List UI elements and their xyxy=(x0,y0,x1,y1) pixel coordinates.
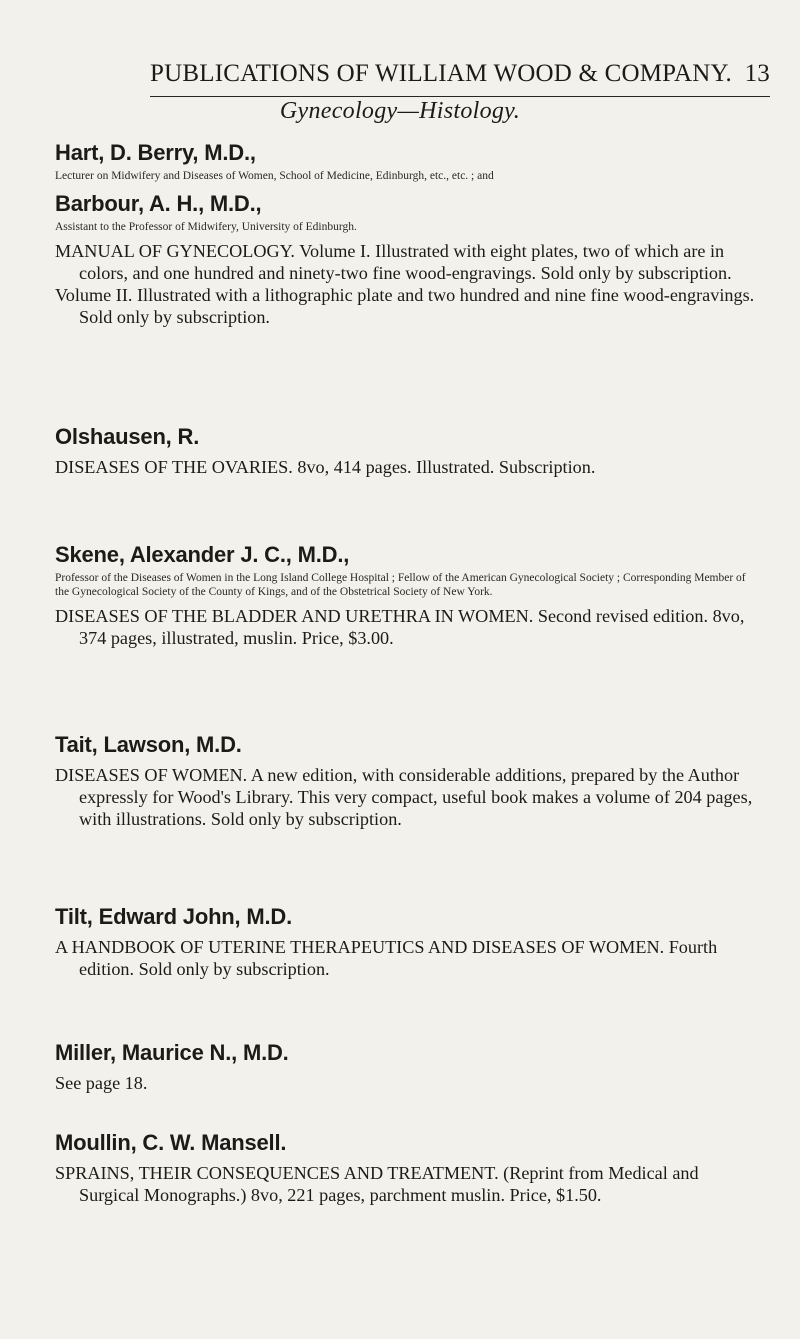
book-description: Volume II. Illustrated with a lithographic plate and two hundred and nine fine wood-engravings. Sold only by subscription. xyxy=(55,285,755,327)
author-name: Barbour, A. H., M.D., xyxy=(55,191,262,216)
catalog-entry xyxy=(55,1040,755,1094)
catalog-entry xyxy=(55,904,755,980)
author-name: Hart, D. Berry, M.D., xyxy=(55,140,256,165)
page-number: 13 xyxy=(744,60,770,87)
author-name: Skene, Alexander J. C., M.D., xyxy=(55,542,350,567)
author-credentials: Assistant to the Professor of Midwifery, University of Edinburgh. xyxy=(55,221,357,233)
header-title: PUBLICATIONS OF WILLIAM WOOD & COMPANY. xyxy=(150,60,732,87)
author-name: Moullin, C. W. Mansell. xyxy=(55,1130,287,1155)
author-name: Tilt, Edward John, M.D. xyxy=(55,904,293,929)
catalog-entry xyxy=(55,542,755,649)
book-description: DISEASES OF THE BLADDER AND URETHRA IN WOMEN. Second revised edition. 8vo, 374 pages, illustrated, muslin. Price, $3.00. xyxy=(55,606,745,648)
book-description: MANUAL OF GYNECOLOGY. Volume I. Illustrated with eight plates, two of which are in colors, and one hundred and ninety-two fine wood-engravings. Sold only by subscription. xyxy=(55,241,732,283)
author-credentials: Professor of the Diseases of Women in the Long Island College Hospital ; Fellow of the American Gynecological Society ; Corresponding Member of the Gynecological Society of the County of Kings, and of the Obstetrical Society of New York. xyxy=(55,572,746,598)
section-subject: Gynecology—Histology. xyxy=(279,98,521,124)
book-description: DISEASES OF WOMEN. A new edition, with considerable additions, prepared by the Author expressly for Wood's Library. This very compact, useful book makes a volume of 204 pages, with illustrations. Sold only by subscription. xyxy=(55,765,753,829)
author-name: Miller, Maurice N., M.D. xyxy=(55,1040,289,1065)
book-description: See page 18. xyxy=(55,1073,148,1093)
running-header xyxy=(150,60,770,88)
book-description: A HANDBOOK OF UTERINE THERAPEUTICS AND DISEASES OF WOMEN. Fourth edition. Sold only by subscription. xyxy=(55,937,718,979)
catalog-entry xyxy=(55,424,755,478)
header-rule xyxy=(150,96,770,97)
catalog-entry xyxy=(55,140,755,328)
book-description: SPRAINS, THEIR CONSEQUENCES AND TREATMENT. (Reprint from Medical and Surgical Monographs.) 8vo, 221 pages, parchment muslin. Price, $1.50. xyxy=(55,1163,699,1205)
author-name: Tait, Lawson, M.D. xyxy=(55,732,242,757)
book-description: DISEASES OF THE OVARIES. 8vo, 414 pages. Illustrated. Subscription. xyxy=(55,457,596,477)
author-credentials: Lecturer on Midwifery and Diseases of Women, School of Medicine, Edinburgh, etc., etc. ; and xyxy=(55,170,494,182)
catalog-entry xyxy=(55,1130,755,1206)
author-name: Olshausen, R. xyxy=(55,424,200,449)
catalog-entry xyxy=(55,732,755,830)
